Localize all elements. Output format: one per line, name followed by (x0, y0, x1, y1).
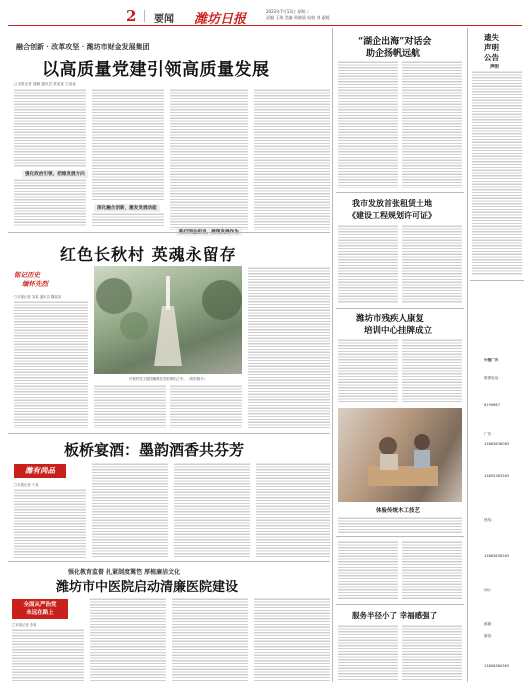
notice-title-3: 公告 (484, 53, 499, 62)
story1-headline: 以高质量党建引领高质量发展 (42, 60, 270, 80)
ad-misc-4: 邮箱： (484, 622, 495, 626)
divider-3 (8, 561, 330, 562)
notice-section-label: 声明 (490, 65, 499, 70)
story2-headline: 红色长秋村 英魂永留存 (60, 245, 237, 264)
col4-story3-text-b (402, 338, 462, 402)
story1-text-col3 (170, 88, 248, 230)
section-name: 要闻 (154, 14, 174, 25)
col4-headline4: 服务半径小了 幸福感强了 (352, 611, 438, 620)
ad-phone-3: 13805363363 (484, 474, 510, 478)
col4-story1-text-a (338, 60, 398, 188)
col4-headline1-line1: “湖企出海”对话会 (358, 37, 432, 47)
ad-phone-4: 13863636363 (484, 554, 510, 558)
col4-divider-2 (336, 308, 464, 309)
story2-column-logo (14, 270, 58, 292)
editors-line: 责编 王琦 美编 邢晓丽 检校 刘 淑媛 (266, 15, 330, 20)
col4-divider-4 (336, 604, 464, 605)
story1-subhead-2: 深化融合创新，激发发展动能 (94, 204, 160, 212)
divider-1 (8, 232, 330, 233)
story1-text-col4 (254, 88, 330, 230)
col4-story2-text-b (402, 224, 462, 304)
story4-text-col1 (12, 628, 84, 682)
story1-text-col1 (14, 88, 86, 168)
date-line: 2023年7月13日 星期二 (266, 9, 310, 14)
story1-text-col1b (14, 178, 86, 226)
col4-photo-caption: 体验传统木工技艺 (376, 508, 421, 514)
story1-kicker: 融合创新 · 改革攻坚 · 潍坊市财金发展集团 (16, 42, 150, 51)
col4-brief-text-a (338, 540, 398, 600)
story2-photo-caption: 长秋村烈士陵园掩映在苍松翠柏之中。（资料图片） (129, 377, 207, 381)
ad-phone-1: 8199667 (484, 403, 501, 407)
notice-divider (467, 28, 468, 682)
ad-misc-5: 微信： (484, 634, 495, 638)
col4-headline3-line2: 培训中心挂牌成立 (364, 326, 433, 336)
story3-headline: 板桥宴酒：墨韵酒香共芬芳 (64, 441, 245, 459)
masthead-divider (144, 10, 145, 22)
story4-headline: 潍坊市中医院启动清廉医院建设 (56, 580, 239, 595)
story3-column-logo: 潍有尚品 (14, 464, 66, 478)
logo-text-bottom: 缅怀先烈 (22, 280, 48, 288)
story-banqiao-liquor (8, 436, 330, 560)
story2-text-col4 (248, 266, 330, 428)
ad-misc-2: 热线： (484, 518, 495, 522)
story2-text-col3 (170, 384, 242, 428)
story3-text-col1 (14, 488, 86, 558)
col4-headline3-line1: 潍坊市残疾人康复 (356, 314, 425, 324)
story-party-building (8, 28, 330, 230)
logo-line-1: 全面从严治党 (23, 602, 57, 608)
notice-title-1: 遗失 (484, 33, 499, 42)
story3-text-col4 (256, 462, 330, 558)
col4-story1-text-b (402, 60, 462, 188)
ad-section-label: 中缝广告 (484, 358, 499, 362)
ad-misc-1: 广告： (484, 432, 495, 436)
masthead (8, 6, 522, 26)
divider-2 (8, 433, 330, 434)
page-number: 2 (126, 7, 137, 25)
col4-headline2-line1: 我市发放首张租赁土地 (352, 198, 432, 208)
ad-phone-5: 13806360363 (484, 664, 510, 668)
notice-text (472, 70, 522, 276)
story4-text-col2 (90, 597, 166, 682)
story1-byline: □本报记者 聂鹏 通讯员 张某某 王某某 (14, 82, 76, 86)
story3-text-col3 (174, 462, 250, 558)
col4-story4-text-a (338, 624, 398, 680)
story3-byline: □本报记者 于某 (14, 483, 39, 487)
story2-text-col1 (14, 300, 88, 428)
col4-brief-text-b (402, 540, 462, 600)
col4-headline2-line2: 《建设工程规划许可证》 (348, 210, 436, 220)
logo-text-top: 铭记历史 (14, 271, 40, 279)
story1-text-col2b (92, 212, 164, 226)
notice-divider-2 (470, 280, 524, 281)
col4-story3-text-a (338, 338, 398, 402)
col4-story2-text-a (338, 224, 398, 304)
story1-text-col2 (92, 88, 164, 200)
col4-divider-1 (336, 192, 464, 193)
woodwork-photo-illustration (338, 408, 462, 502)
story2-photo-memorial (94, 266, 242, 374)
logo-line-2: 永远在路上 (26, 610, 54, 616)
ad-phone-2: 13863636063 (484, 442, 510, 446)
col4-photo-woodwork (338, 408, 462, 502)
paper-name: 潍坊日报 (194, 12, 247, 27)
story4-text-col4 (254, 597, 330, 682)
story2-text-col2 (94, 384, 166, 428)
col4-divider-3 (336, 536, 464, 537)
story4-byline: □本报记者 李某 (12, 623, 37, 627)
memorial-photo-illustration (94, 266, 242, 374)
ad-contact-label: 联系电话： (484, 376, 502, 380)
story2-byline: □本报记者 刘某 通讯员 魏某某 (14, 295, 62, 299)
col4-headline1-line2: 助企扬帆远航 (366, 49, 421, 59)
notice-title-2: 声明 (484, 43, 499, 52)
story4-column-logo (12, 599, 68, 619)
story1-subhead-1: 强化政治引领，把稳发展方向 (22, 170, 88, 178)
ad-misc-3: QQ: (484, 588, 491, 592)
story-clean-hospital (8, 563, 330, 683)
notice-column (470, 28, 524, 682)
story-changqiu-village (8, 234, 330, 432)
story4-kicker: 强化教育监督 扎紧制度篱笆 厚植廉洁文化 (68, 569, 181, 576)
story3-text-col2 (92, 462, 168, 558)
story4-text-col3 (172, 597, 248, 682)
column-divider (332, 28, 333, 682)
col4-caption-text (338, 516, 462, 534)
col4-story4-text-b (402, 624, 462, 680)
right-news-column (336, 28, 464, 682)
